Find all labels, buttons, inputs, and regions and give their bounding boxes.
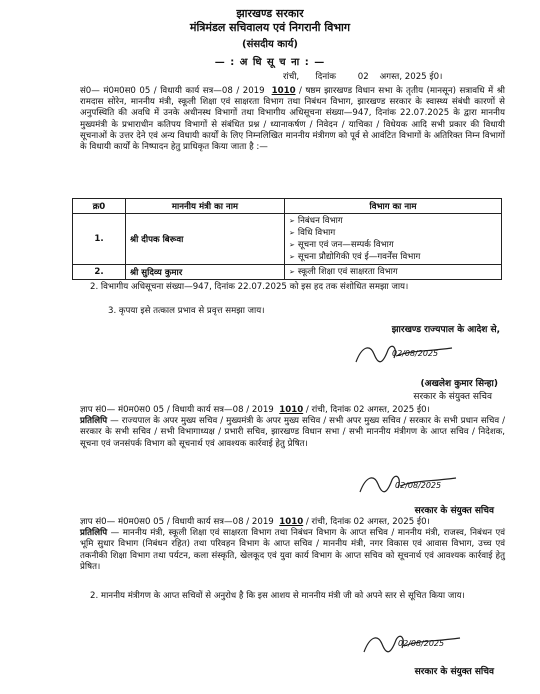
list-item: ➢ स्कूली शिक्षा एवं साक्षरता विभाग [289, 267, 398, 277]
col-header-sn: क्र0 [73, 199, 126, 214]
table-row [73, 214, 502, 265]
list-item: ➢ विधि विभाग [289, 228, 336, 238]
arrow-right-icon: ➢ [289, 217, 295, 225]
notice-title: — : अ धि सू च ना : — [214, 57, 326, 68]
sub-title: (संसदीय कार्य) [242, 39, 298, 50]
signature-date-1: 02/08/2025 [392, 349, 439, 358]
signature-date-3: 02/08/2025 [398, 639, 445, 648]
memo-1-designation: सरकार के संयुक्त सचिव [414, 506, 494, 516]
point-2: 2. विभागीय अधिसूचना संख्या—947, दिनांक 22.07.2025 को इस हद तक संशोधित समझा जाय। [90, 282, 409, 292]
signatory-designation: सरकार के संयुक्त सचिव [413, 392, 492, 402]
date-line: रांची, दिनांक 02 अगस्त, 2025 ई0। [283, 72, 443, 82]
govt-title: झारखण्ड सरकार [236, 7, 304, 20]
row-minister: श्री सुदिव्य कुमार [126, 265, 285, 280]
arrow-right-icon: ➢ [289, 229, 295, 237]
signatory-name: (अखलेश कुमार सिन्हा) [420, 379, 498, 389]
memo-1-ref-number: 1010 [279, 405, 304, 415]
list-item: ➢ सूचना एवं जन—सम्पर्क विभाग [289, 240, 394, 250]
dept-title: मंत्रिमंडल सचिवालय एवं निगरानी विभाग [189, 21, 351, 34]
arrow-right-icon: ➢ [289, 253, 295, 261]
row-sn: 1. [73, 214, 126, 265]
ref-number: 1010 [271, 86, 296, 96]
governor-order: झारखण्ड राज्यपाल के आदेश से, [391, 325, 500, 335]
memo-2-point-2: 2. माननीय मंत्रीगण के आप्त सचिवों से अनुरोध है कि इस आशय से माननीय मंत्री जी को अपने स्तर से सूचित किया जाय। [90, 591, 465, 601]
signature-date-2: 02/08/2025 [395, 481, 442, 490]
memo-2-ref-number: 1010 [279, 517, 304, 527]
memo-2: ज्ञाप सं0— मं0म0स0 05 / विधायी कार्य सत्र—08 / 2019 1010 / रांची, दिनांक 02 अगस्त, 2025 ई0। प्रतिलिपि — माननीय मंत्री, स्कूली शिक्षा एवं साक्षरता विभाग तथा निबंधन विभाग के आप्त सचिव / माननीय मंत्री, राजस्व, निबंधन एवं भूमि सुधार विभाग (निबंधन रहित) तथा परिवहन विभाग के आप्त सचिव / माननीय मंत्री, नगर विकास एवं आवास विभाग, उच्च एवं तकनीकी शिक्षा विभाग तथा पर्यटन, कला संस्कृति, खेलकूद एवं युवा कार्य विभाग के आप्त सचिव को सूचनार्थ एवं आवश्यक कार्रवाई हेतु प्रेषित। [80, 517, 505, 572]
list-item: ➢ निबंधन विभाग [289, 216, 343, 226]
arrow-right-icon: ➢ [289, 268, 295, 276]
col-header-minister: माननीय मंत्री का नाम [126, 199, 285, 214]
arrow-right-icon: ➢ [289, 241, 295, 249]
notification-body: सं0— मं0म0स0 05 / विधायी कार्य सत्र—08 / 2019 1010 / षष्ठम झारखण्ड विधान सभा के तृतीय (मानसून) सत्रावधि में श्री रामदास सोरेन, माननीय मंत्री, स्कूली शिक्षा एवं साक्षरता विभाग तथा निबंधन विभाग, झारखण्ड सरकार के स्वास्थ्य संबंधी कारणों से अनुपस्थिति की अवधि में उनके अधीनस्थ विभागों तथा विभागीय अधिसूचना संख्या—947, दिनांक 22.07.2025 के द्वारा माननीय मुख्यमंत्री के प्रभाराधीन कतिपय विभागों से संबंधित प्रश्न / ध्यानाकर्षण / निवेदन / याचिका / विधेयक आदि सभी प्रकार की विधायी सूचनाओं के उत्तर देने एवं अन्य विधायी कार्यों के लिए निम्नलिखित माननीय मंत्रीगण को पूर्व से आवंटित विभागों के अतिरिक्त निम्न विभागों के विधायी कार्यों के निष्पादन हेतु प्राधिकृत किया जाता है :— [80, 86, 506, 153]
list-item: ➢ सूचना प्रौद्योगिकी एवं ई—गवर्नेंस विभाग [289, 252, 421, 262]
point-3: 3. कृपया इसे तत्काल प्रभाव से प्रवृत्त समझा जाय। [108, 306, 265, 316]
table-row [73, 265, 502, 280]
row-minister: श्री दीपक बिरूवा [126, 214, 285, 265]
minister-department-table [72, 198, 502, 280]
memo-1: ज्ञाप सं0— मं0म0स0 05 / विधायी कार्य सत्र—08 / 2019 1010 / रांची, दिनांक 02 अगस्त, 2025 ई0। प्रतिलिपि — राज्यपाल के अपर मुख्य सचिव / मुख्यमंत्री के अपर मुख्य सचिव / सभी अपर मुख्य सचिव / सरकार के सभी प्रधान सचिव / सरकार के सभी सचिव / सभी विभागाध्यक्ष / प्रभारी सचिव, झारखण्ड विधान सभा / सभी माननीय मंत्रीगण के आप्त सचिव / निदेशक, सूचना एवं जनसंपर्क विभाग को सूचनार्थ एवं आवश्यक कार्रवाई हेतु प्रेषित। [80, 405, 505, 449]
row-sn: 2. [73, 265, 126, 280]
memo-2-designation: सरकार के संयुक्त सचिव [414, 667, 494, 677]
col-header-department: विभाग का नाम [285, 199, 502, 214]
